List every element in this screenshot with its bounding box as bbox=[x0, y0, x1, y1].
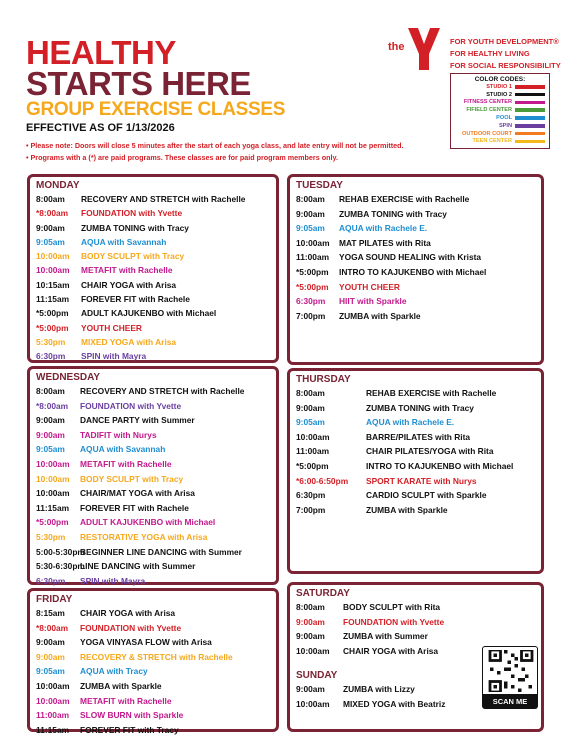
class-row bbox=[296, 294, 535, 309]
class-name: INTRO TO KAJUKENBO with Michael bbox=[339, 266, 487, 277]
legend-swatch bbox=[515, 93, 545, 97]
legend-item bbox=[455, 114, 545, 122]
class-time: 11:00am bbox=[296, 446, 330, 457]
legend-swatch bbox=[515, 116, 545, 120]
class-time: 9:00am bbox=[296, 631, 325, 642]
legend-swatch bbox=[515, 132, 545, 136]
class-name: AQUA with Rachele E. bbox=[366, 417, 455, 428]
class-row bbox=[296, 600, 535, 615]
color-codes-legend bbox=[450, 73, 550, 149]
class-row bbox=[296, 250, 535, 265]
legend-item bbox=[455, 106, 545, 114]
class-name: AQUA with Savannah bbox=[80, 444, 166, 455]
class-name: RECOVERY & STRETCH with Rachelle bbox=[80, 651, 233, 662]
class-time: 11:15am bbox=[36, 724, 70, 735]
class-time: 8:00am bbox=[296, 602, 325, 612]
class-time: *5:00pm bbox=[296, 460, 329, 471]
paid-programs-note: • Programs with a (*) are paid programs. These classes are for paid program members only. bbox=[26, 153, 338, 162]
class-time: 9:00am bbox=[36, 429, 65, 440]
class-row bbox=[36, 349, 270, 363]
legend-title: COLOR CODES: bbox=[474, 76, 526, 83]
legend-label: STUDIO 2 bbox=[486, 91, 512, 98]
class-row bbox=[296, 444, 535, 459]
class-name: BARRE/PILATES with Rita bbox=[366, 431, 471, 442]
class-time: 10:00am bbox=[36, 473, 70, 484]
class-name: YOUTH CHEER bbox=[81, 322, 142, 333]
tagline-healthy: FOR HEALTHY LIVING bbox=[450, 49, 530, 58]
friday-schedule bbox=[27, 588, 279, 735]
class-row bbox=[36, 399, 270, 414]
day-heading: SATURDAY bbox=[296, 588, 350, 599]
class-time: 10:00am bbox=[36, 680, 70, 691]
day-heading: THURSDAY bbox=[296, 374, 351, 385]
class-time: 9:00am bbox=[296, 208, 325, 219]
class-row bbox=[36, 249, 270, 263]
class-name: ZUMBA with Lizzy bbox=[343, 684, 415, 695]
class-row bbox=[36, 413, 270, 428]
class-name: MIXED YOGA with Arisa bbox=[81, 336, 177, 347]
class-name: BODY SCULPT with Tracy bbox=[80, 473, 184, 484]
class-time: 10:15am bbox=[36, 279, 70, 290]
class-time: *8:00am bbox=[36, 400, 69, 411]
class-time: 8:15am bbox=[36, 608, 65, 618]
class-name: METAFIT with Rachelle bbox=[81, 265, 173, 276]
class-name: YOGA SOUND HEALING with Krista bbox=[339, 252, 482, 263]
doors-note: • Please note: Doors will close 5 minutes after the start of each yoga class, and late entry will not be permitted. bbox=[26, 141, 404, 150]
class-name: FOUNDATION with Yvette bbox=[80, 622, 182, 633]
class-row bbox=[36, 650, 270, 665]
class-row bbox=[36, 723, 270, 738]
legend-label: OUTDOOR COURT bbox=[461, 130, 512, 137]
class-row bbox=[36, 679, 270, 694]
class-row bbox=[36, 486, 270, 501]
class-row bbox=[296, 236, 535, 251]
legend-swatch bbox=[515, 124, 545, 128]
class-name: ADULT KAJUKENBO with Michael bbox=[81, 308, 217, 319]
class-time: 5:30pm bbox=[36, 531, 66, 542]
legend-item bbox=[455, 130, 545, 138]
day-heading: WEDNESDAY bbox=[36, 372, 101, 383]
class-name: DANCE PARTY with Summer bbox=[80, 415, 195, 426]
class-time: 10:00am bbox=[296, 645, 330, 656]
class-time: 9:05am bbox=[36, 666, 65, 677]
legend-swatch bbox=[515, 85, 545, 89]
class-name: REHAB EXERCISE with Rachelle bbox=[366, 388, 497, 398]
class-time: *5:00pm bbox=[296, 281, 329, 292]
legend-item bbox=[455, 91, 545, 99]
legend-label: SPIN bbox=[498, 122, 512, 129]
class-row bbox=[36, 472, 270, 487]
legend-label: FIFIELD CENTER bbox=[466, 107, 512, 114]
class-name: ZUMBA with Sparkle bbox=[80, 680, 162, 691]
title-line-2: STARTS HERE bbox=[26, 65, 251, 102]
class-time: 8:00am bbox=[296, 388, 325, 398]
class-time: 9:00am bbox=[36, 637, 65, 648]
class-name: CARDIO SCULPT with Sparkle bbox=[366, 490, 487, 501]
class-name: LINE DANCING with Summer bbox=[80, 561, 196, 572]
qr-code-icon bbox=[487, 650, 535, 692]
tagline-social: FOR SOCIAL RESPONSIBILITY bbox=[450, 61, 561, 70]
class-row bbox=[36, 192, 270, 206]
class-name: FOREVER FIT with Rachele bbox=[80, 502, 189, 513]
class-time: 11:15am bbox=[36, 294, 70, 305]
class-time: 6:30pm bbox=[296, 490, 326, 501]
class-time: *6:00-6:50pm bbox=[296, 475, 349, 486]
class-time: 9:05am bbox=[36, 444, 65, 455]
class-row bbox=[296, 207, 535, 222]
class-row bbox=[36, 664, 270, 679]
class-time: *5:00pm bbox=[36, 308, 69, 319]
class-name: ZUMBA with Sparkle bbox=[339, 310, 421, 321]
class-name: FOUNDATION with Yvette bbox=[343, 616, 445, 627]
class-time: 5:00-5:30pm bbox=[36, 546, 85, 557]
class-row bbox=[36, 621, 270, 636]
class-name: BODY SCULPT with Tracy bbox=[81, 251, 185, 262]
page-subtitle: GROUP EXERCISE CLASSES bbox=[26, 99, 286, 120]
logo-the-text: the bbox=[388, 41, 405, 53]
class-name: CHAIR YOGA with Arisa bbox=[343, 645, 439, 656]
class-row bbox=[36, 530, 270, 545]
class-name: TADIFIT with Nurys bbox=[80, 429, 157, 440]
class-name: SPIN with Mayra bbox=[80, 575, 146, 586]
class-time: 8:00am bbox=[36, 194, 65, 204]
class-row bbox=[36, 559, 270, 574]
class-time: 10:00am bbox=[36, 488, 70, 499]
class-name: MAT PILATES with Rita bbox=[339, 237, 431, 248]
class-row bbox=[36, 694, 270, 709]
class-row bbox=[36, 384, 270, 399]
day-heading: FRIDAY bbox=[36, 594, 73, 605]
tuesday-schedule bbox=[287, 174, 544, 365]
class-name: CHAIR/MAT YOGA with Arisa bbox=[80, 488, 195, 499]
legend-swatch bbox=[515, 140, 545, 144]
class-row bbox=[36, 501, 270, 516]
class-name: ZUMBA TONING with Tracy bbox=[366, 402, 474, 413]
class-time: 10:00am bbox=[296, 698, 330, 709]
class-time: 10:00am bbox=[36, 458, 70, 469]
class-name: BEGINNER LINE DANCING with Summer bbox=[80, 546, 242, 557]
class-time: 9:05am bbox=[36, 236, 65, 247]
class-time: 10:00am bbox=[36, 265, 70, 276]
class-row bbox=[36, 306, 270, 320]
class-time: 9:00am bbox=[296, 616, 325, 627]
class-time: 5:30pm bbox=[36, 336, 66, 347]
class-row bbox=[36, 635, 270, 650]
class-name: ADULT KAJUKENBO with Michael bbox=[80, 517, 216, 528]
class-row bbox=[296, 415, 535, 430]
class-row bbox=[296, 488, 535, 503]
day-heading: TUESDAY bbox=[296, 180, 343, 191]
class-name: REHAB EXERCISE with Rachelle bbox=[339, 194, 470, 204]
class-time: 10:00am bbox=[296, 237, 330, 248]
class-name: METAFIT with Rachelle bbox=[80, 458, 172, 469]
class-time: 6:30pm bbox=[36, 351, 66, 362]
class-time: 10:00am bbox=[36, 695, 70, 706]
wednesday-schedule bbox=[27, 366, 279, 585]
class-time: *5:00pm bbox=[36, 517, 69, 528]
legend-label: STUDIO 1 bbox=[486, 83, 512, 90]
legend-item bbox=[455, 138, 545, 146]
class-name: SLOW BURN with Sparkle bbox=[80, 710, 184, 721]
class-row bbox=[296, 401, 535, 416]
title-line-1: HEALTHY bbox=[26, 34, 176, 71]
tagline-youth: FOR YOUTH DEVELOPMENT® bbox=[450, 37, 559, 46]
class-name: ZUMBA TONING with Tracy bbox=[339, 208, 447, 219]
legend-item bbox=[455, 99, 545, 107]
class-name: RECOVERY AND STRETCH with Rachelle bbox=[80, 386, 245, 396]
class-time: 6:30pm bbox=[36, 575, 66, 586]
class-name: BODY SCULPT with Rita bbox=[343, 602, 441, 612]
class-time: 11:15am bbox=[36, 502, 70, 513]
class-name: SPORT KARATE with Nurys bbox=[366, 475, 477, 486]
ymca-logo-icon bbox=[386, 24, 446, 76]
class-row bbox=[296, 430, 535, 445]
class-time: 9:05am bbox=[296, 223, 325, 234]
day-heading: SUNDAY bbox=[296, 670, 338, 682]
class-time: 11:00am bbox=[36, 710, 70, 721]
class-name: YOGA VINYASA FLOW with Arisa bbox=[80, 637, 212, 648]
scan-me-label: SCAN ME bbox=[482, 694, 538, 709]
class-row bbox=[296, 503, 535, 518]
class-row bbox=[296, 629, 535, 644]
class-row bbox=[36, 574, 270, 589]
class-row bbox=[36, 442, 270, 457]
class-time: 10:00am bbox=[296, 431, 330, 442]
thursday-schedule bbox=[287, 368, 544, 574]
class-row bbox=[296, 280, 535, 295]
class-row bbox=[296, 221, 535, 236]
legend-label: POOL bbox=[496, 115, 512, 122]
monday-schedule bbox=[27, 174, 279, 363]
class-name: CHAIR YOGA with Arisa bbox=[80, 608, 176, 618]
class-row bbox=[36, 428, 270, 443]
class-row bbox=[36, 221, 270, 235]
legend-swatch bbox=[515, 101, 545, 105]
class-time: 7:00pm bbox=[296, 310, 326, 321]
class-time: 9:05am bbox=[296, 417, 325, 428]
class-name: MIXED YOGA with Beatriz bbox=[343, 698, 446, 709]
class-name: RESTORATIVE YOGA with Arisa bbox=[80, 531, 208, 542]
class-row bbox=[296, 192, 535, 207]
class-time: 9:00am bbox=[36, 222, 65, 233]
class-row bbox=[36, 263, 270, 277]
class-name: METAFIT with Rachelle bbox=[80, 695, 172, 706]
class-time: 8:00am bbox=[296, 194, 325, 204]
class-row bbox=[296, 265, 535, 280]
class-name: CHAIR YOGA with Arisa bbox=[81, 279, 177, 290]
class-name: SPIN with Mayra bbox=[81, 351, 147, 362]
class-name: FOREVER FIT with Rachele bbox=[81, 294, 190, 305]
class-time: *8:00am bbox=[36, 622, 69, 633]
class-row bbox=[296, 309, 535, 324]
legend-label: TEEN CENTER bbox=[472, 138, 512, 145]
class-row bbox=[36, 278, 270, 292]
class-row bbox=[36, 321, 270, 335]
legend-item bbox=[455, 83, 545, 91]
class-row bbox=[36, 545, 270, 560]
class-time: *5:00pm bbox=[36, 322, 69, 333]
class-time: 9:00am bbox=[296, 684, 325, 695]
legend-item bbox=[455, 122, 545, 130]
class-time: 10:00am bbox=[36, 251, 70, 262]
class-name: AQUA with Savannah bbox=[81, 236, 167, 247]
class-row bbox=[296, 474, 535, 489]
class-name: YOUTH CHEER bbox=[339, 281, 400, 292]
class-time: 5:30-6:30pm bbox=[36, 561, 85, 572]
class-name: RECOVERY AND STRETCH with Rachelle bbox=[81, 194, 246, 204]
class-row bbox=[36, 515, 270, 530]
legend-swatch bbox=[515, 108, 545, 112]
class-row bbox=[36, 292, 270, 306]
class-row bbox=[36, 457, 270, 472]
class-name: HIIT with Sparkle bbox=[339, 296, 407, 307]
class-time: 7:00pm bbox=[296, 504, 326, 515]
class-row bbox=[296, 615, 535, 630]
class-name: AQUA with Tracy bbox=[80, 666, 148, 677]
class-row bbox=[36, 606, 270, 621]
class-name: FOUNDATION with Yvette bbox=[80, 400, 182, 411]
effective-date: EFFECTIVE AS OF 1/13/2026 bbox=[26, 122, 175, 134]
class-row bbox=[36, 235, 270, 249]
class-row bbox=[296, 386, 535, 401]
class-time: 8:00am bbox=[36, 386, 65, 396]
class-row bbox=[36, 206, 270, 220]
legend-label: FITNESS CENTER bbox=[463, 99, 512, 106]
class-time: 6:30pm bbox=[296, 296, 326, 307]
class-time: 9:00am bbox=[36, 651, 65, 662]
class-row bbox=[36, 708, 270, 723]
class-row bbox=[36, 335, 270, 349]
class-time: 9:00am bbox=[36, 415, 65, 426]
class-name: ZUMBA with Sparkle bbox=[366, 504, 448, 515]
class-name: FOREVER FIT with Tracy bbox=[80, 724, 179, 735]
class-time: 11:00am bbox=[296, 252, 330, 263]
class-time: *8:00am bbox=[36, 208, 69, 219]
class-name: ZUMBA with Summer bbox=[343, 631, 428, 642]
class-name: FOUNDATION with Yvette bbox=[81, 208, 183, 219]
class-time: *5:00pm bbox=[296, 266, 329, 277]
class-name: INTRO TO KAJUKENBO with Michael bbox=[366, 460, 514, 471]
class-row bbox=[296, 459, 535, 474]
class-name: ZUMBA TONING with Tracy bbox=[81, 222, 189, 233]
class-time: 9:00am bbox=[296, 402, 325, 413]
class-name: CHAIR PILATES/YOGA with Rita bbox=[366, 446, 494, 457]
class-name: AQUA with Rachele E. bbox=[339, 223, 428, 234]
day-heading: MONDAY bbox=[36, 180, 80, 191]
